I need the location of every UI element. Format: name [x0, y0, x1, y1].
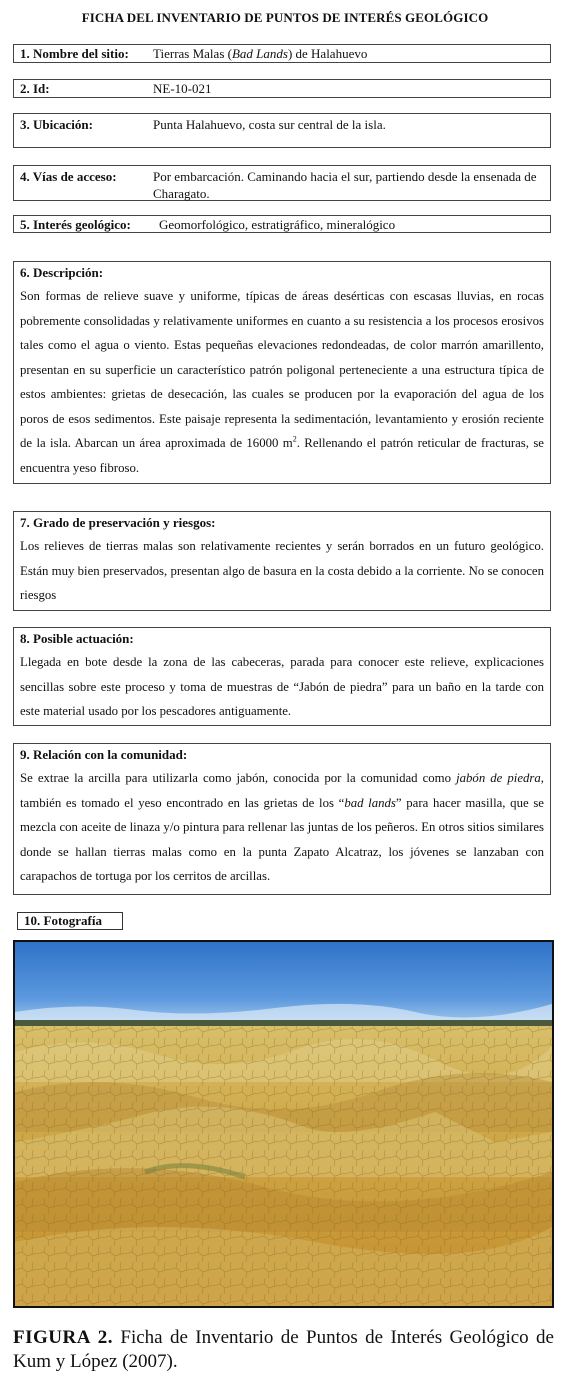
field-value: NE-10-021 — [153, 81, 212, 96]
field-access — [13, 165, 551, 201]
field-interest — [13, 215, 551, 233]
field-id — [13, 79, 551, 98]
section-action — [13, 627, 551, 726]
field-value: Por embarcación. Caminando hacia el sur, partiendo desde la ensenada de Charagato. — [153, 169, 537, 201]
section-heading: 6. Descripción: — [20, 265, 104, 280]
field-label: 5. Interés geológico: — [20, 217, 131, 232]
field-label: 4. Vías de acceso: — [20, 169, 117, 184]
form-title: FICHA DEL INVENTARIO DE PUNTOS DE INTERÉS GEOLÓGICO — [81, 10, 489, 25]
field-label: 1. Nombre del sitio: — [20, 46, 129, 61]
section-description — [13, 261, 551, 484]
field-location — [13, 113, 551, 148]
section-text: Llegada en bote desde la zona de las cabeceras, parada para conocer este relieve, explicaciones sencillas sobre este proceso y toma de muestras de “Jabón de piedra” para un baño en la tarde con este material usado por los pescadores antiguamente. — [20, 655, 544, 718]
field-label: 2. Id: — [20, 81, 50, 96]
field-label: 3. Ubicación: — [20, 117, 93, 132]
section-text: Son formas de relieve suave y uniforme, típicas de áreas desérticas con escasas lluvias, en rocas pobremente consolidadas y relativamente uniformes en cuanto a su resistencia a los procesos erosivos tales como el agua o viento. Estas pequeñas elevaciones redondeadas, de color marrón amarillento, presentan en su superficie un característico patrón poligonal perteneciente a una estructura típica de estos ambientes: grietas de desecación, las cuales se producen por la evaporación del agua de los poros de esos sedimentos. Este paisaje representa la sedimentación, levantamiento y erosión reciente de la isla. Abarcan un área aproximada de 16000 $m^2$. Rellenando el patrón reticular de fracturas, se encuentra yeso fibroso. — [20, 289, 544, 475]
section-community — [13, 743, 551, 895]
photo-label: 10. Fotografía — [17, 912, 123, 930]
section-text: Se extrae la arcilla para utilizarla como jabón, conocida por la comunidad como jabón de piedra, también es tomado el yeso encontrado en las grietas de los “bad lands” para hacer masilla, que se mezcla con aceite de linaza y/o pintura para rellenar las juntas de los peñeros. En otros sitios similares donde se hallan tierras malas como en la punta Zapato Alcatraz, los jóvenes se lanzaban con carapachos de tortuga por los cerritos de arcillas. — [20, 771, 544, 883]
section-heading: 9. Relación con la comunidad: — [20, 747, 188, 762]
section-text: Los relieves de tierras malas son relativamente recientes y serán borrados en un futuro geológico. Están muy bien preservados, presentan algo de basura en la costa debido a la corriente. No se conocen riesgos — [20, 539, 544, 602]
badlands-photo — [13, 940, 554, 1308]
section-heading: 8. Posible actuación: — [20, 631, 134, 646]
field-site-name — [13, 44, 551, 63]
section-preservation — [13, 511, 551, 611]
section-heading: 7. Grado de preservación y riesgos: — [20, 515, 216, 530]
field-value: Punta Halahuevo, costa sur central de la isla. — [153, 117, 386, 132]
field-value: Geomorfológico, estratigráfico, mineralógico — [159, 217, 396, 232]
figure-caption: FIGURA 2. Ficha de Inventario de Puntos de Interés Geológico de Kum y López (2007). — [13, 1327, 554, 1372]
field-value: Tierras Malas (Bad Lands) de Halahuevo — [153, 46, 368, 61]
